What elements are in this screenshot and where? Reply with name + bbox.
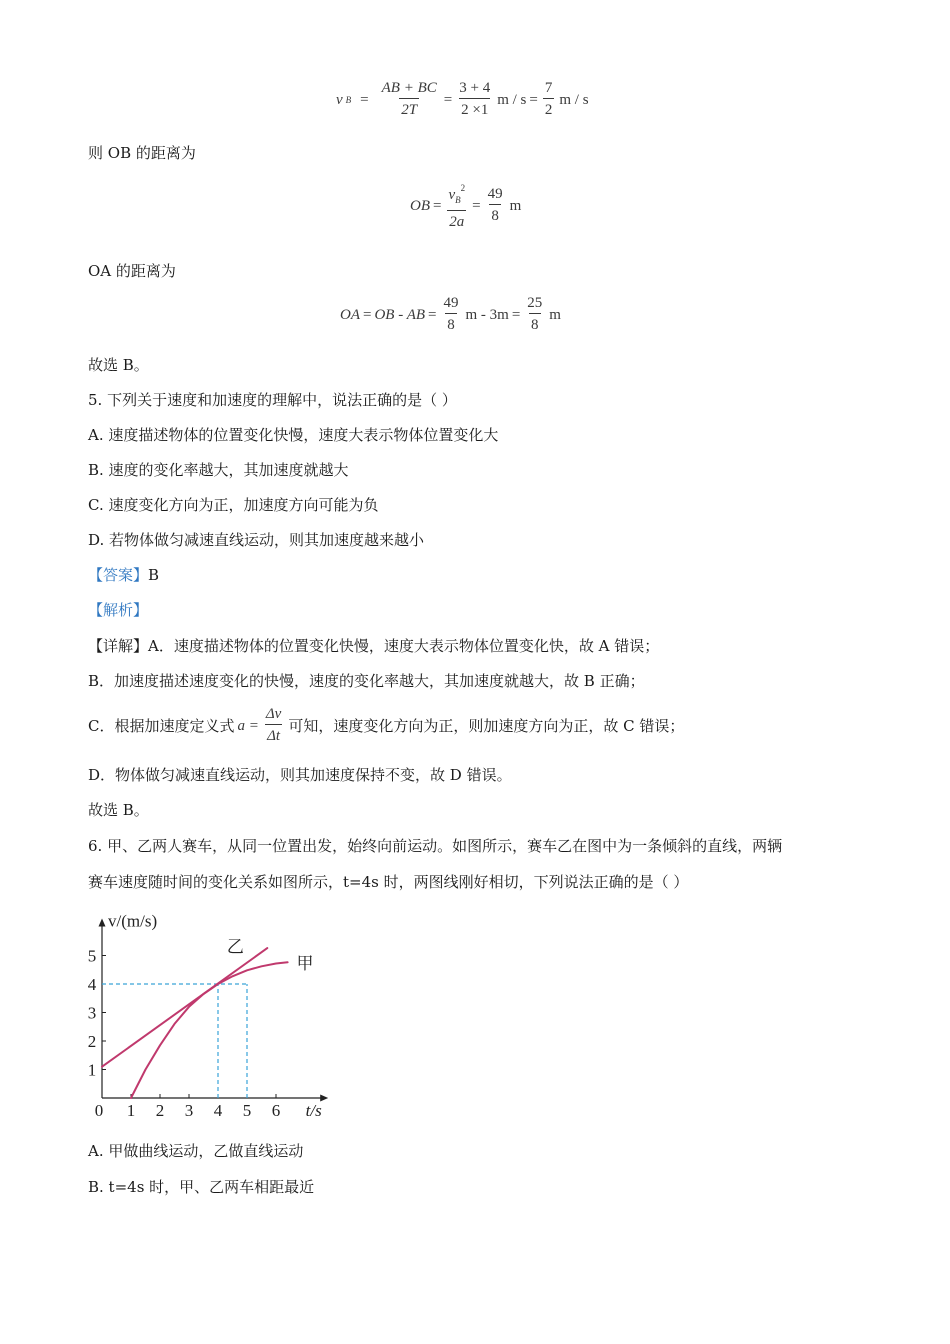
q5-detail-b: B．加速度描述速度变化的快慢，速度的变化率越大，其加速度就越大，故 B 正确；	[88, 672, 645, 690]
choose-b-2: 故选 B。	[88, 801, 149, 819]
analysis-tag: 【解析】	[88, 601, 149, 619]
series-line-yi	[102, 948, 267, 1067]
q5-detail-a: 【详解】A．速度描述物体的位置变化快慢，速度大表示物体位置变化快，故 A 错误；	[88, 637, 660, 655]
x-tick-label-6: 6	[271, 1101, 281, 1120]
y-tick-label-5: 5	[87, 946, 97, 966]
eq-vb-lhs: v	[336, 91, 343, 108]
q5-option-b: B. 速度的变化率越大，其加速度就越大	[88, 461, 349, 479]
q6-stem-line-2: 赛车速度随时间的变化关系如图所示，t=4s 时，两图线刚好相切，下列说法正确的是（ ）	[88, 873, 689, 891]
q6-option-a: A. 甲做曲线运动，乙做直线运动	[88, 1142, 304, 1160]
velocity-time-chart	[80, 908, 350, 1128]
q5-stem: 5. 下列关于速度和加速度的理解中，说法正确的是（ ）	[88, 391, 457, 409]
choose-b-1: 故选 B。	[88, 356, 149, 374]
eq-ob-fraction-1: $\frac{v_B^2}{2a}$	[446, 178, 467, 233]
q5-detail-d: D．物体做匀减速直线运动，则其加速度保持不变，故 D 错误。	[88, 766, 512, 784]
series-label-jia: 甲	[296, 954, 314, 975]
q5-answer	[88, 565, 159, 585]
q6-option-b: B. t=4s 时，甲、乙两车相距最近	[88, 1178, 315, 1196]
series-label-yi: 乙	[226, 937, 244, 958]
y-tick-label-1: 1	[87, 1060, 97, 1080]
q5-option-d: D. 若物体做匀减速直线运动，则其加速度越来越小	[88, 531, 425, 549]
y-tick-label-4: 4	[87, 975, 97, 994]
equation-ob: OB = $\frac{v_B^2}{2a}$ = $\frac{49}{8}$ m	[410, 178, 521, 233]
y-tick-label-3: 3	[87, 1003, 97, 1023]
q6-stem-line-1: 6. 甲、乙两人赛车，从同一位置出发，始终向前运动。如图所示，赛车乙在图中为一条倾斜的直线，两辆	[88, 837, 783, 855]
x-tick-label-0: 0	[94, 1101, 104, 1120]
answer-value: B	[148, 566, 160, 584]
equation-oa: OA = OB - AB = $\frac{49}{8}$ m - 3m = $\frac{25}{8}$ m	[340, 293, 561, 336]
x-axis-label: t/s	[305, 1101, 322, 1120]
x-tick-label-3: 3	[184, 1101, 194, 1120]
acceleration-definition-fraction: $\frac{\Delta v}{\Delta t}$	[264, 704, 283, 747]
eq-oa-fraction-1: $\frac{49}{8}$	[441, 293, 460, 336]
y-tick-label-2: 2	[87, 1032, 97, 1051]
q5-detail-c: C．根据加速度定义式 a = $\frac{\Delta v}{\Delta t}$ 可知，速度变化方向为正，则加速度方向为正，故 C 错误；	[88, 704, 684, 747]
eq-vb-fraction-2: $\frac{3 + 4}{2 \times 1}$	[457, 78, 492, 121]
x-tick-label-5: 5	[242, 1101, 252, 1120]
eq-oa-fraction-2: $\frac{25}{8}$	[525, 293, 544, 336]
answer-tag: 【答案】	[88, 566, 149, 584]
equation-vb: v B = $\frac{AB + BC}{2T}$ = $\frac{3 + 4}{2 \times 1}$ m / s = $\frac{7}{2}$ m / s	[336, 78, 589, 121]
eq-ob-fraction-2: $\frac{49}{8}$	[486, 184, 505, 227]
q5-option-c: C. 速度变化方向为正，加速度方向可能为负	[88, 496, 379, 514]
text-ob-distance: 则 OB 的距离为	[88, 144, 196, 162]
q5-option-a: A. 速度描述物体的位置变化快慢，速度大表示物体位置变化大	[88, 426, 499, 444]
text-oa-distance: OA 的距离为	[88, 262, 176, 280]
y-axis-label: v/(m/s)	[108, 911, 158, 931]
y-axis-arrow	[99, 918, 106, 926]
eq-vb-fraction-3: $\frac{7}{2}$	[543, 78, 555, 121]
x-tick-label-4: 4	[213, 1101, 223, 1120]
eq-vb-fraction-1: $\frac{AB + BC}{2T}$	[380, 78, 439, 121]
x-tick-label-1: 1	[126, 1101, 136, 1120]
x-tick-label-2: 2	[155, 1101, 165, 1120]
